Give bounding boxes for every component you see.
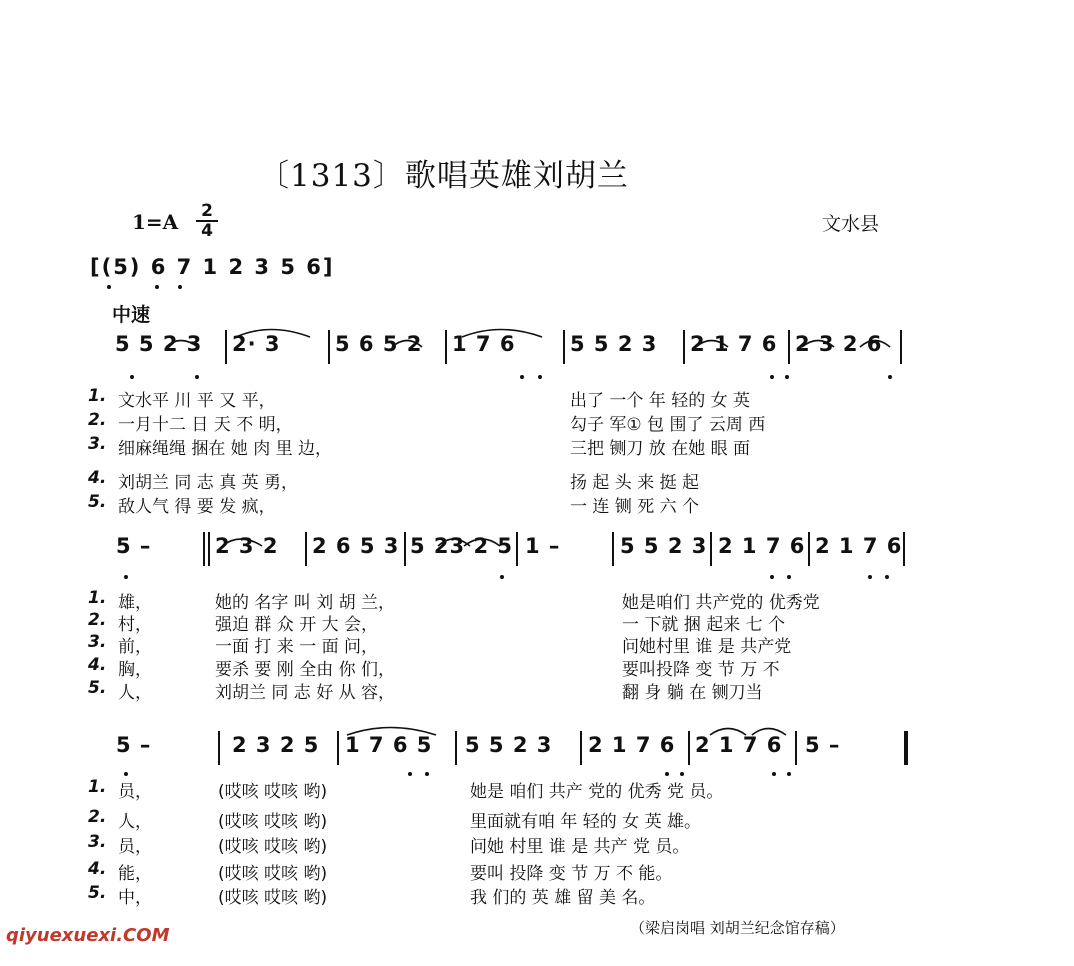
lyric-text: 人，	[118, 683, 152, 703]
verse-number: 3.	[88, 632, 107, 652]
lyric-text: 中，	[118, 888, 152, 908]
measure-notes: 2 3 2 6	[795, 332, 883, 356]
lyric-text: 刘胡兰 同 志 好 从 容，	[215, 683, 396, 703]
lyric-text: 员，	[118, 782, 152, 802]
lyric-text: 文水平 川 平 又 平，	[118, 391, 276, 411]
key-signature: 1=A	[132, 210, 179, 234]
measure-notes: 2· 3	[232, 332, 281, 356]
measure-notes: 1 7 6	[452, 332, 516, 356]
verse-number: 5.	[88, 883, 107, 903]
lyric-text: 勾子 军① 包 围了 云周 西	[570, 415, 766, 435]
measure-notes: 2 1 7 6	[695, 733, 783, 757]
measure-notes: 5 –	[116, 534, 152, 558]
lyric-text: 她是 咱们 共产 党的 优秀 党 员。	[470, 782, 724, 802]
lyric-text: 人，	[118, 812, 152, 832]
lyric-text: (哎咳 哎咳 哟)	[218, 837, 328, 857]
tempo-marking: 中速	[112, 304, 151, 326]
verse-number: 2.	[88, 610, 107, 630]
measure-notes: 1 –	[525, 534, 561, 558]
verse-number: 5.	[88, 492, 107, 512]
lyric-text: 要叫投降 变 节 万 不	[622, 660, 780, 680]
measure-notes: 5 23 2 5	[410, 534, 513, 558]
measure-notes: 5 5 2 3	[570, 332, 658, 356]
measure-notes: 2 1 7 6	[815, 534, 903, 558]
lyric-text: 一 下就 捆 起来 七 个	[622, 615, 786, 635]
measure-notes: 2 3 2 5	[232, 733, 320, 757]
verse-number: 2.	[88, 410, 107, 430]
verse-number: 2.	[88, 807, 107, 827]
page-title: 〔1313〕歌唱英雄刘胡兰	[258, 158, 629, 194]
lyric-text: 出了 一个 年 轻的 女 英	[570, 391, 751, 411]
measure-notes: 5 5 2 3	[465, 733, 553, 757]
lyric-text: 雄，	[118, 593, 152, 613]
lyric-text: 胸，	[118, 660, 152, 680]
measure-notes: 5 –	[805, 733, 841, 757]
verse-number: 1.	[88, 777, 107, 797]
measure-notes: 2 1 7 6	[718, 534, 806, 558]
verse-number: 1.	[88, 386, 107, 406]
measure-notes: 5 5 2 3	[620, 534, 708, 558]
verse-number: 1.	[88, 588, 107, 608]
lyric-text: 敌人气 得 要 发 疯，	[118, 497, 276, 517]
lyric-text: 刘胡兰 同 志 真 英 勇，	[118, 473, 299, 493]
lyric-text: 前，	[118, 637, 152, 657]
credit-line: （梁启岗唱 刘胡兰纪念馆存稿）	[630, 919, 845, 937]
lyric-text: 一 连 铡 死 六 个	[570, 497, 700, 517]
lyric-text: 里面就有咱 年 轻的 女 英 雄。	[470, 812, 702, 832]
meter-bottom: 4	[201, 221, 213, 241]
lyric-text: 要杀 要 刚 全由 你 们，	[215, 660, 396, 680]
verse-number: 4.	[88, 655, 107, 675]
lyric-text: 要叫 投降 变 节 万 不 能。	[470, 864, 673, 884]
measure-notes: 2 6 5 3	[312, 534, 400, 558]
lyric-text: 能，	[118, 864, 152, 884]
verse-number: 4.	[88, 468, 107, 488]
lyric-text: 员，	[118, 837, 152, 857]
lyric-text: 三把 铡刀 放 在她 眼 面	[570, 439, 751, 459]
lyric-text: 她的 名字 叫 刘 胡 兰，	[215, 593, 396, 613]
measure-notes: 2 1 7 6	[690, 332, 778, 356]
lyric-text: 问她 村里 谁 是 共产 党 员。	[470, 837, 690, 857]
lyric-text: (哎咳 哎咳 哟)	[218, 864, 328, 884]
lyric-text: 扬 起 头 来 挺 起	[570, 473, 700, 493]
lyric-text: 一月十二 日 天 不 明，	[118, 415, 293, 435]
lyric-text: 翻 身 躺 在 铡刀当	[622, 683, 763, 703]
verse-number: 5.	[88, 678, 107, 698]
meter-top: 2	[201, 201, 213, 221]
intro-notes: [(5) 6 7 1 2 3 5 6]	[90, 255, 335, 279]
verse-number: 4.	[88, 859, 107, 879]
lyric-text: 细麻绳绳 捆在 她 肉 里 边，	[118, 439, 333, 459]
lyric-text: 村，	[118, 615, 152, 635]
lyric-text: 强迫 群 众 开 大 会，	[215, 615, 379, 635]
lyric-text: 问她村里 谁 是 共产党	[622, 637, 792, 657]
lyric-text: (哎咳 哎咳 哟)	[218, 812, 328, 832]
lyric-text: (哎咳 哎咳 哟)	[218, 888, 328, 908]
verse-number: 3.	[88, 832, 107, 852]
lyric-text: 我 们的 英 雄 留 美 名。	[470, 888, 656, 908]
measure-notes: 2 3 2	[215, 534, 279, 558]
measure-notes: 5 5 2 3	[115, 332, 203, 356]
region-label: 文水县	[822, 213, 880, 235]
verse-number: 3.	[88, 434, 107, 454]
watermark-text: qiyuexuexi.COM	[6, 925, 170, 946]
measure-notes: 5 –	[116, 733, 152, 757]
measure-notes: 5 6 5 2	[335, 332, 423, 356]
lyric-text: (哎咳 哎咳 哟)	[218, 782, 328, 802]
measure-notes: 2 1 7 6	[588, 733, 676, 757]
lyric-text: 她是咱们 共产党的 优秀党	[622, 593, 820, 613]
measure-notes: 1 7 6 5	[345, 733, 433, 757]
lyric-text: 一面 打 来 一 面 问，	[215, 637, 379, 657]
